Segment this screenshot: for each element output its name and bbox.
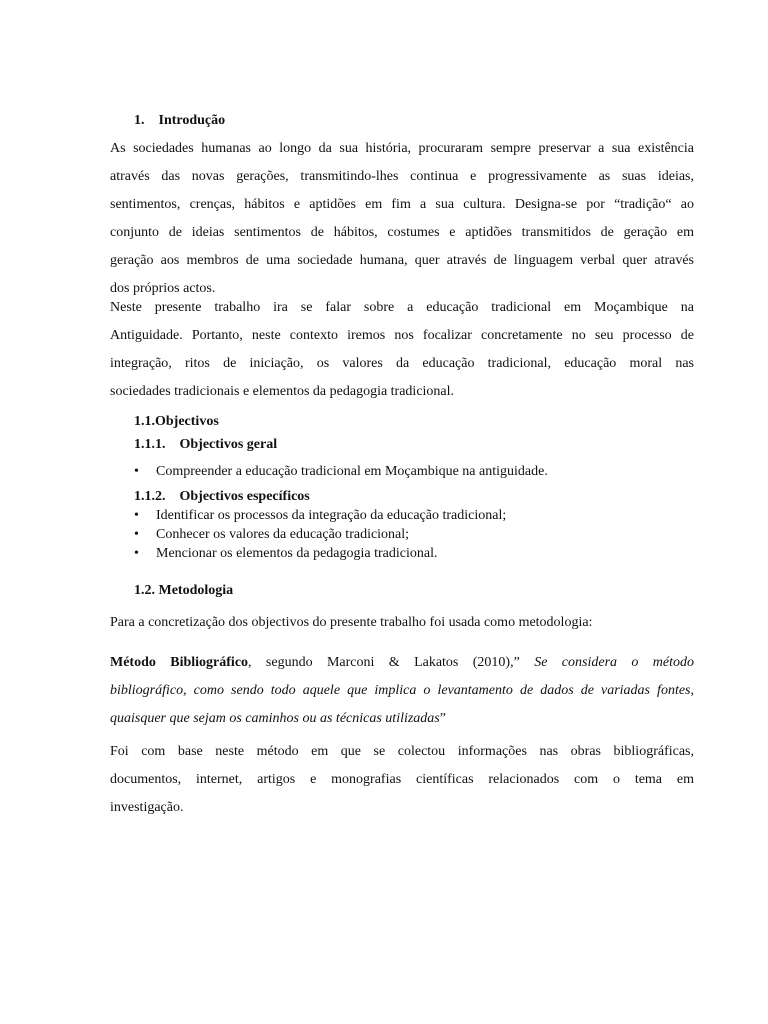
quote-text: quaisquer que sejam os caminhos ou as técnicas utilizadas — [110, 711, 440, 726]
intro-paragraph-1 — [110, 135, 694, 303]
methodology-paragraph-3 — [110, 738, 694, 822]
quote-text: Se considera o método — [534, 655, 694, 670]
quote-close: ” — [439, 711, 446, 726]
text-line: sentimentos, crenças, hábitos e aptidões em fim a sua cultura. Designa-se por “tradição“ ao — [110, 197, 694, 212]
method-name: Método Bibliográfico — [110, 655, 249, 670]
bullet-icon: • — [134, 508, 139, 523]
text-line: integração, ritos de iniciação, os valores da educação tradicional, educação moral nas — [110, 356, 694, 371]
quote-text: bibliográfico, como sendo todo aquele que implica o levantamento de dados de variadas fontes, — [110, 683, 694, 698]
text-line: Foi com base neste método em que se colectou informações nas obras bibliográficas, — [110, 744, 694, 759]
text-line — [110, 677, 694, 705]
text-line: geração aos membros de uma sociedade humana, quer através de linguagem verbal quer através — [110, 253, 694, 268]
document-page: 1. Introdução As sociedades humanas ao longo da sua história, procuraram sempre preservar a sua existência através das novas gerações, transmitindo-lhes continua e progressivamente as suas ideias, sentimentos, crenças, hábitos e aptidões em fim a sua cultura. Designa-se por “tradição“ ao conjunto de ideias sentimentos de hábitos, costumes e aptidões transmitidos de geração em geração aos membros de uma sociedade humana, quer através de linguagem verbal quer através dos próprios actos. Neste presente trabalho ira se falar sobre a educação tradicional em Moçambique na Antiguidade. Portanto, neste contexto iremos nos focalizar concretamente no seu processo de integração, ritos de iniciação, os valores da educação tradicional, educação moral nas sociedades tradicionais e elementos da pedagogia tradicional. 1.1.Objectivos 1.1.1. Objectivos geral • Compreender a educação tradicional em Moçambique na antiguidade. 1.1.2. Objectivos específicos • Identificar os processos da integração da educação tradicional; • Conhecer os valores da educação tradicional; • Mencionar os elementos da pedagogia tradicional. 1.2. Metodologia Para a concretização dos objectivos do presente trabalho foi usada como metodologia: Método Bibliográfico, segundo Marconi & Lakatos (2010),” Se considera o método bibliográfico, como sendo todo aquele que implica o levantamento de dados de variadas fontes, quaisquer que sejam os caminhos ou as técnicas utilizadas” Foi com base neste método em que se colectou informações nas obras bibliográficas, documentos, internet, artigos e monografias científicas relacionados com o tema em investigação. — [0, 0, 768, 1024]
text-line: Neste presente trabalho ira se falar sobre a educação tradicional em Moçambique na — [110, 300, 694, 315]
methodology-heading: 1.2. Metodologia — [134, 583, 234, 598]
bullet-icon: • — [134, 546, 139, 561]
objectives-general-heading: 1.1.1. Objectivos geral — [134, 437, 278, 452]
text-line: Antiguidade. Portanto, neste contexto iremos nos focalizar concretamente no seu processo de — [110, 328, 694, 343]
method-source: , segundo Marconi & Lakatos (2010),” — [248, 655, 535, 670]
methodology-paragraph-1: Para a concretização dos objectivos do presente trabalho foi usada como metodologia: — [110, 615, 593, 630]
text-line: dos próprios actos. — [110, 281, 216, 296]
intro-heading: 1. Introdução — [134, 113, 226, 128]
bullet-icon: • — [134, 527, 139, 542]
intro-paragraph-2 — [110, 294, 694, 406]
text-line: As sociedades humanas ao longo da sua história, procuraram sempre preservar a sua existência — [110, 141, 694, 156]
text-line — [110, 705, 694, 733]
text-line: documentos, internet, artigos e monografias científicas relacionados com o tema em — [110, 772, 694, 787]
text-line: através das novas gerações, transmitindo-lhes continua e progressivamente as suas ideias, — [110, 169, 694, 184]
method-quote-paragraph — [110, 649, 694, 733]
text-line: conjunto de ideias sentimentos de hábitos, costumes e aptidões transmitidos de geração em — [110, 225, 694, 240]
text-line: investigação. — [110, 800, 184, 815]
objectives-specific-heading: 1.1.2. Objectivos específicos — [134, 489, 310, 504]
bullet-icon: • — [134, 464, 139, 479]
text-line: sociedades tradicionais e elementos da pedagogia tradicional. — [110, 384, 455, 399]
text-line — [110, 649, 694, 677]
objectives-heading: 1.1.Objectivos — [134, 414, 219, 429]
